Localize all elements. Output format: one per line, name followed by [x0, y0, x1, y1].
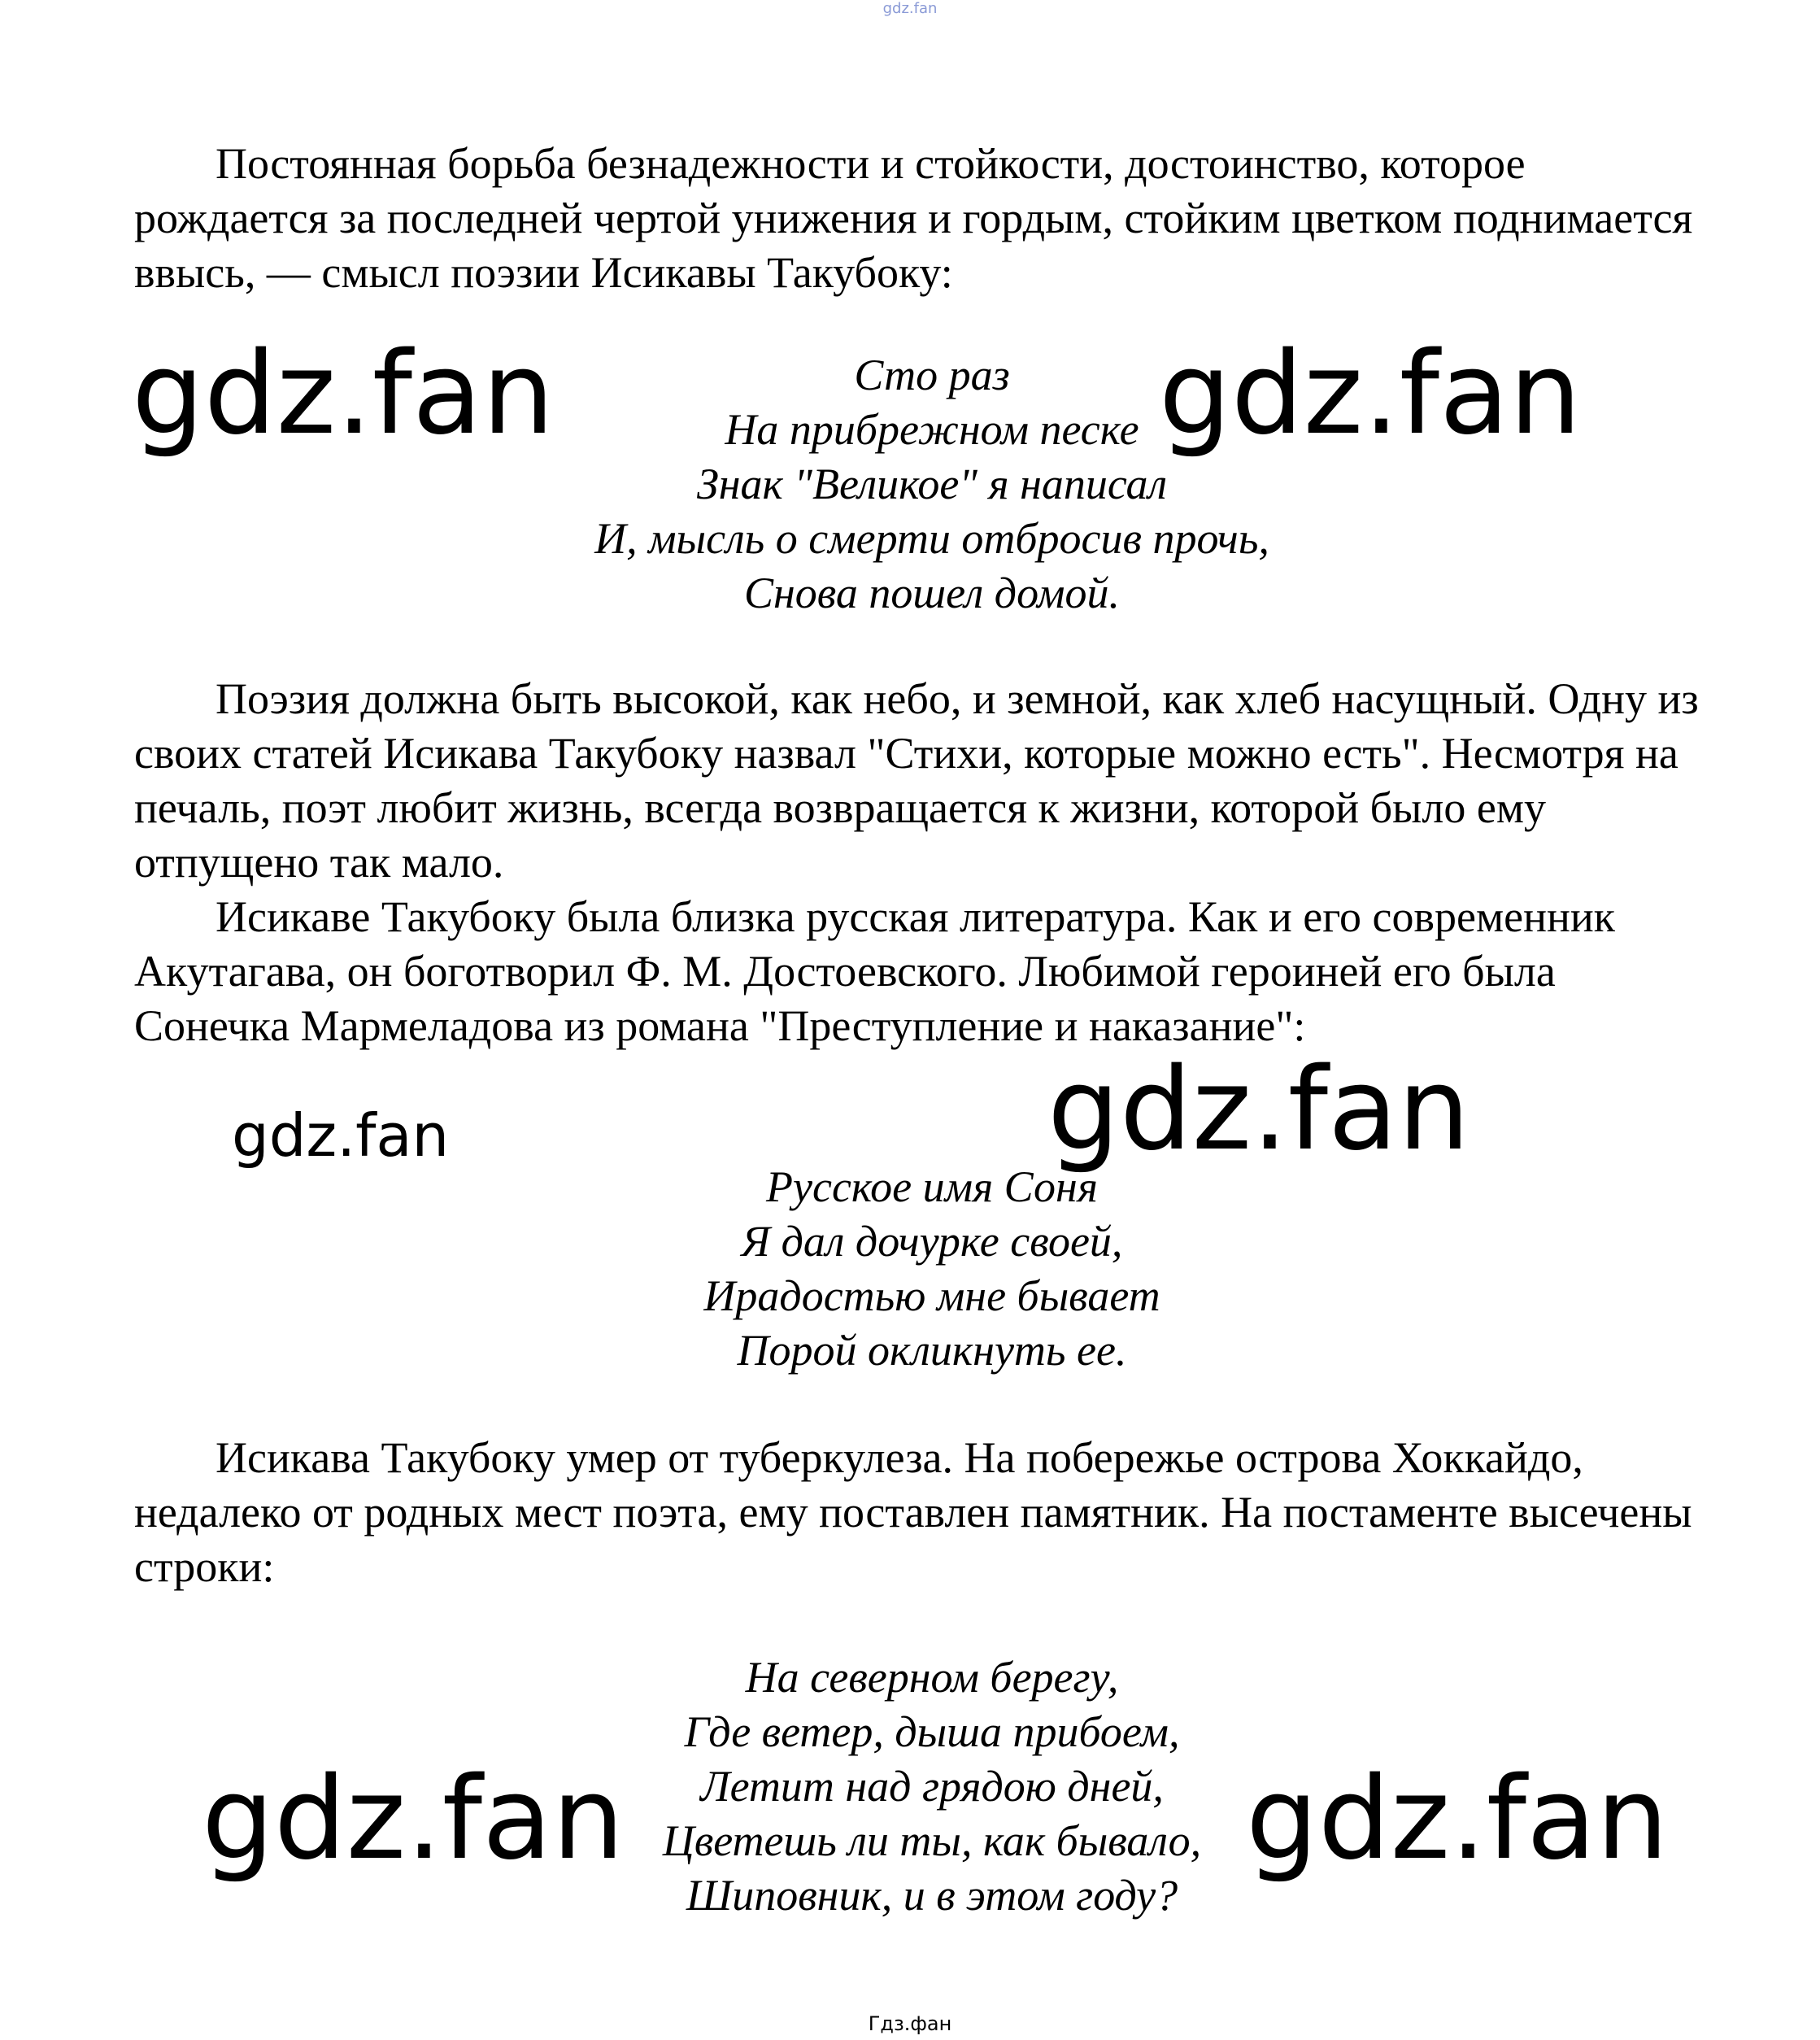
poem-line: Летит над грядою дней,	[700, 1762, 1164, 1811]
watermark: gdz.fan	[1159, 328, 1582, 460]
poem-line: Сто раз	[854, 351, 1010, 399]
poem-line: Русское имя Соня	[766, 1162, 1098, 1211]
poem-line: На прибрежном песке	[725, 405, 1139, 454]
header-watermark: gdz.fan	[882, 0, 938, 17]
watermark: gdz.fan	[202, 1753, 625, 1885]
paragraph-2: Поэзия должна быть высокой, как небо, и земной, как хлеб насущный. Одну из своих статей Исикава Такубоку назвал "Стихи, которые можно есть". Несмотря на печаль, поэт любит жизнь, всегда возвращается к жизни, которой было ему отпущено так мало.	[134, 674, 1699, 887]
poem-line: Где ветер, дыша прибоем,	[684, 1707, 1180, 1756]
paragraph-4: Исикава Такубоку умер от туберкулеза. На побережье острова Хоккайдо, недалеко от родных мест поэта, ему поставлен памятник. На постаменте высечены строки:	[134, 1433, 1692, 1591]
poem-line: Знак "Великое" я написал	[697, 460, 1167, 508]
watermark: gdz.fan	[1047, 1044, 1470, 1176]
poem-line: Цветешь ли ты, как бывало,	[662, 1816, 1202, 1865]
paragraph-1: Постоянная борьба безнадежности и стойкости, достоинство, которое рождается за последней чертой унижения и гордым, стойким цветком поднимается ввысь, — смысл поэзии Исикавы Такубоку:	[134, 139, 1693, 297]
poem-line: И, мысль о смерти отбросив прочь,	[594, 514, 1269, 563]
poem-line: Я дал дочурке своей,	[741, 1217, 1123, 1266]
watermark: gdz.fan	[132, 328, 555, 460]
poem-line: На северном берегу,	[745, 1653, 1119, 1702]
poem-line: Снова пошел домой.	[743, 569, 1121, 617]
poem-line: Порой окликнуть ее.	[737, 1326, 1127, 1375]
watermark: gdz.fan	[1246, 1753, 1669, 1885]
poem-2	[134, 1160, 1730, 1378]
watermark: gdz.fan	[232, 1101, 450, 1170]
poem-line: Ирадостью мне бывает	[703, 1271, 1160, 1320]
poem-line: Шиповник, и в этом году?	[686, 1871, 1178, 1920]
footer-watermark: Гдз.фан	[868, 2012, 952, 2035]
paragraph-3: Исикаве Такубоку была близка русская литература. Как и его современник Акутагава, он боготворил Ф. М. Достоевского. Любимой героиней его была Сонечка Мармеладова из романа "Преступление и наказание":	[134, 892, 1616, 1050]
